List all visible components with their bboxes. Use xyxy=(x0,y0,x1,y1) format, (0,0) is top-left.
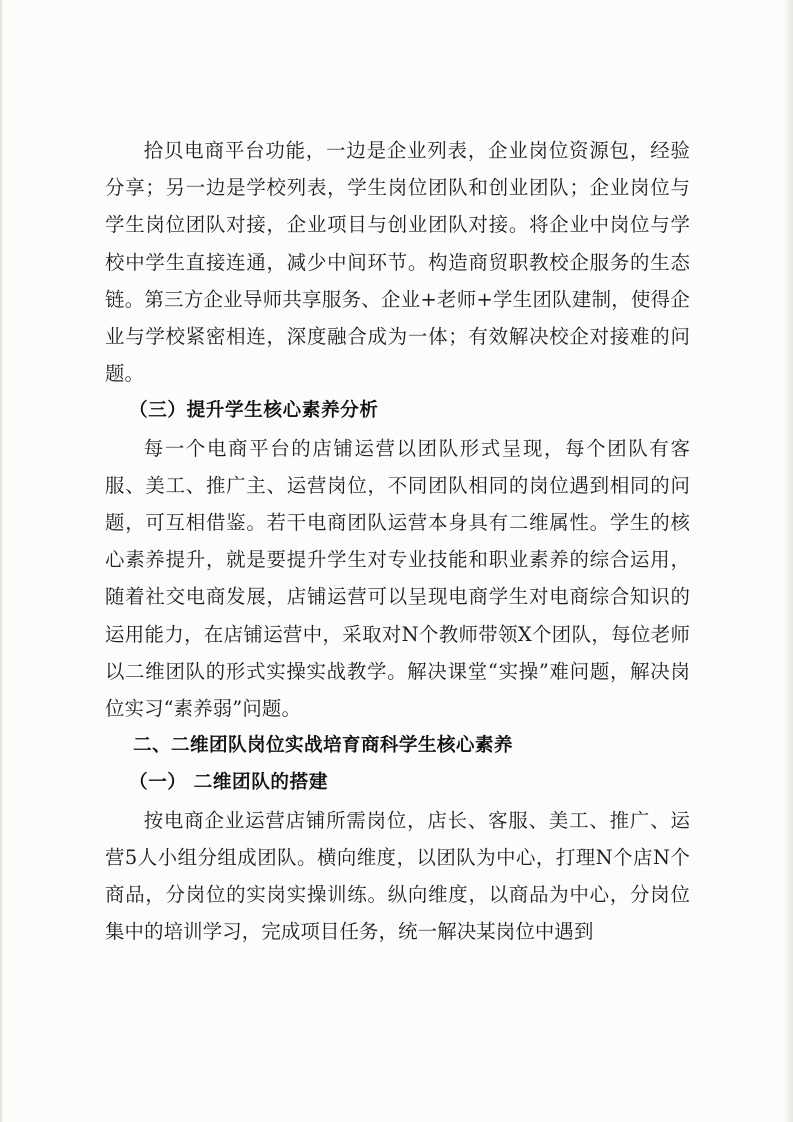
subheading-core-literacy-analysis: （三）提升学生核心素养分析 xyxy=(129,400,379,422)
paragraph-team-operation: 每一个电商平台的店铺运营以团队形式呈现，每个团队有客服、美工、推广主、运营岗位，不同团队相同的岗位遇到相同的问题，可互相借鉴。若干电商团队运营本身具有二维属性。学生的核心素养提升，就是要提升学生对专业技能和职业素养的综合运用，随着社交电商发展，店铺运营可以呈现电商学生对电商综合知识的运用能力，在店铺运营中，采取对N个教师带领X个团队，每位老师以二维团队的形式实操实战教学。解决课堂“实操”难问题，解决岗位实习“素养弱”问题。 xyxy=(105,436,690,721)
paragraph-platform-functions: 拾贝电商平台功能，一边是企业列表，企业岗位资源包，经验分享；另一边是学校列表，学生岗位团队和创业团队；企业岗位与学生岗位团队对接，企业项目与创业团队对接。将企业中岗位与学校中学生直接连通，减少中间环节。构造商贸职教校企服务的生态链。第三方企业导师共享服务、企业+老师+学生团队建制，使得企业与学校紧密相连，深度融合成为一体；有效解决校企对接难的问题。 xyxy=(105,139,690,386)
document-body xyxy=(105,132,690,950)
subheading-team-building: （一） 二维团队的搭建 xyxy=(129,772,329,794)
section-heading-2d-team: 二、二维团队岗位实战培育商科学生核心素养 xyxy=(133,735,513,757)
scan-edge-left xyxy=(0,0,3,1122)
paragraph-team-building: 按电商企业运营店铺所需岗位，店长、客服、美工、推广、运营5人小组分组成团队。横向维度，以团队为中心，打理N个店N个商品，分岗位的实岗实操训练。纵向维度，以商品为中心，分岗位集中的培训学习，完成项目任务，统一解决某岗位中遇到 xyxy=(105,808,690,944)
scan-edge-right xyxy=(783,0,793,1122)
